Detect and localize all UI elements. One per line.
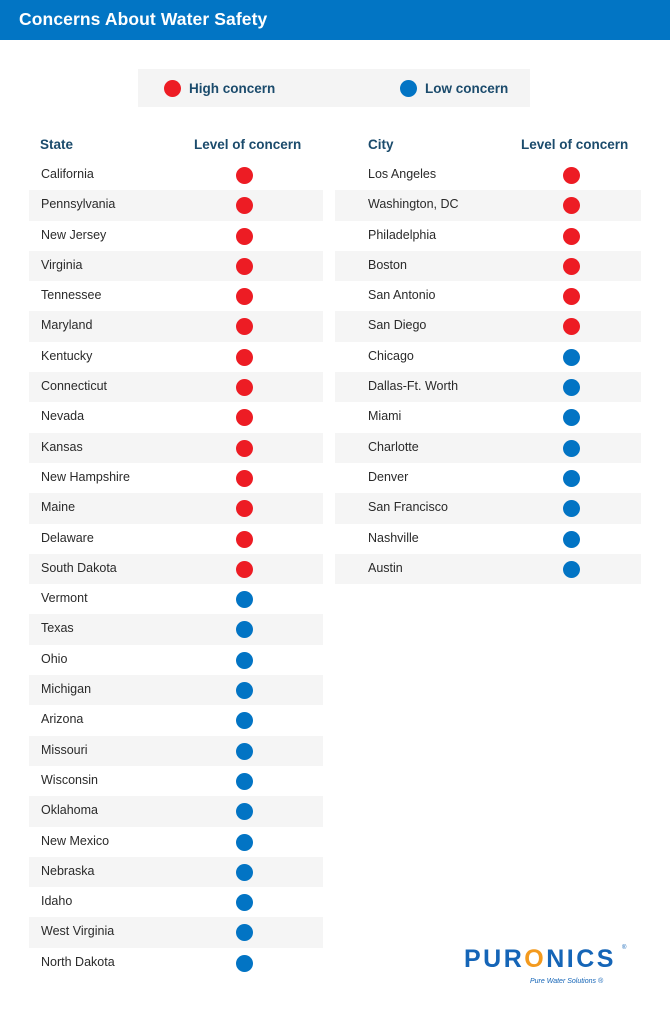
red-dot-icon xyxy=(236,258,253,275)
blue-dot-icon xyxy=(236,591,253,608)
table-row xyxy=(335,372,641,402)
concern-level-cell xyxy=(236,743,253,765)
concern-level-cell xyxy=(236,318,253,340)
legend xyxy=(138,69,530,107)
states-table-header xyxy=(29,130,323,160)
concern-level-cell xyxy=(236,682,253,704)
row-label: San Antonio xyxy=(368,288,436,303)
red-dot-icon xyxy=(563,318,580,335)
concern-level-cell xyxy=(563,440,580,462)
logo-wordmark xyxy=(464,945,616,974)
column-header-level: Level of concern xyxy=(194,137,302,152)
table-row xyxy=(29,584,323,614)
row-label: Washington, DC xyxy=(368,197,459,212)
concern-level-cell xyxy=(236,349,253,371)
table-row xyxy=(29,645,323,675)
table-row xyxy=(29,766,323,796)
blue-dot-icon xyxy=(236,924,253,941)
concern-level-cell xyxy=(236,864,253,886)
concern-level-cell xyxy=(236,288,253,310)
concern-level-cell xyxy=(563,318,580,340)
table-row xyxy=(29,887,323,917)
concern-level-cell xyxy=(563,197,580,219)
table-row xyxy=(29,736,323,766)
concern-level-cell xyxy=(236,470,253,492)
table-row xyxy=(29,251,323,281)
row-label: Austin xyxy=(368,560,403,575)
row-label: Arizona xyxy=(41,712,84,727)
concern-level-cell xyxy=(563,349,580,371)
table-row xyxy=(335,190,641,220)
concern-level-cell xyxy=(236,561,253,583)
row-label: Chicago xyxy=(368,348,414,363)
table-row xyxy=(29,342,323,372)
concern-level-cell xyxy=(236,258,253,280)
red-dot-icon xyxy=(164,80,181,97)
red-dot-icon xyxy=(236,288,253,305)
legend-label-high: High concern xyxy=(189,80,276,96)
row-label: Pennsylvania xyxy=(41,197,116,212)
red-dot-icon xyxy=(563,288,580,305)
concern-level-cell xyxy=(563,500,580,522)
row-label: New Mexico xyxy=(41,833,110,848)
legend-item-high xyxy=(164,69,275,107)
column-header-level: Level of concern xyxy=(521,137,629,152)
table-row xyxy=(335,342,641,372)
cities-table-body xyxy=(335,160,641,584)
blue-dot-icon xyxy=(236,682,253,699)
row-label: Nashville xyxy=(368,530,419,545)
cities-table-header xyxy=(335,130,641,160)
table-row xyxy=(29,857,323,887)
registered-mark: ® xyxy=(622,945,627,951)
table-row xyxy=(29,372,323,402)
row-label: Kansas xyxy=(41,439,83,454)
concern-level-cell xyxy=(236,712,253,734)
table-row xyxy=(335,221,641,251)
row-label: Maine xyxy=(41,500,76,515)
blue-dot-icon xyxy=(236,652,253,669)
red-dot-icon xyxy=(236,167,253,184)
red-dot-icon xyxy=(236,409,253,426)
concern-level-cell xyxy=(236,591,253,613)
table-row xyxy=(29,614,323,644)
row-label: Delaware xyxy=(41,530,94,545)
table-row xyxy=(335,251,641,281)
table-row xyxy=(335,493,641,523)
table-row xyxy=(29,190,323,220)
red-dot-icon xyxy=(563,167,580,184)
red-dot-icon xyxy=(563,258,580,275)
red-dot-icon xyxy=(236,379,253,396)
table-row xyxy=(29,221,323,251)
blue-dot-icon xyxy=(563,379,580,396)
table-row xyxy=(29,160,323,190)
red-dot-icon xyxy=(236,349,253,366)
logo-text-part: PUR xyxy=(464,945,525,973)
row-label: Maryland xyxy=(41,318,93,333)
table-row xyxy=(29,493,323,523)
table-row xyxy=(29,675,323,705)
red-dot-icon xyxy=(236,531,253,548)
concern-level-cell xyxy=(236,955,253,977)
red-dot-icon xyxy=(236,197,253,214)
table-row xyxy=(29,433,323,463)
concern-level-cell xyxy=(563,470,580,492)
red-dot-icon xyxy=(563,228,580,245)
row-label: Charlotte xyxy=(368,439,419,454)
blue-dot-icon xyxy=(400,80,417,97)
concern-level-cell xyxy=(563,258,580,280)
row-label: Kentucky xyxy=(41,348,93,363)
red-dot-icon xyxy=(563,197,580,214)
concern-level-cell xyxy=(236,379,253,401)
row-label: Philadelphia xyxy=(368,227,437,242)
table-row xyxy=(29,705,323,735)
red-dot-icon xyxy=(236,500,253,517)
concern-level-cell xyxy=(236,500,253,522)
table-row xyxy=(335,463,641,493)
row-label: San Diego xyxy=(368,318,427,333)
table-row xyxy=(29,796,323,826)
row-label: Idaho xyxy=(41,894,73,909)
logo-water-drop-o: O xyxy=(524,945,547,973)
blue-dot-icon xyxy=(236,955,253,972)
concern-level-cell xyxy=(236,228,253,250)
row-label: Wisconsin xyxy=(41,772,98,787)
concern-level-cell xyxy=(236,924,253,946)
concern-level-cell xyxy=(563,531,580,553)
concern-level-cell xyxy=(563,288,580,310)
blue-dot-icon xyxy=(236,834,253,851)
row-label: Vermont xyxy=(41,591,88,606)
blue-dot-icon xyxy=(236,621,253,638)
table-row xyxy=(29,827,323,857)
blue-dot-icon xyxy=(563,440,580,457)
row-label: New Hampshire xyxy=(41,469,130,484)
concern-level-cell xyxy=(236,803,253,825)
row-label: New Jersey xyxy=(41,227,107,242)
legend-item-low xyxy=(400,69,508,107)
blue-dot-icon xyxy=(236,803,253,820)
red-dot-icon xyxy=(236,228,253,245)
states-table-body xyxy=(29,160,323,978)
concern-level-cell xyxy=(236,167,253,189)
concern-level-cell xyxy=(563,167,580,189)
blue-dot-icon xyxy=(236,743,253,760)
row-label: Connecticut xyxy=(41,379,108,394)
legend-label-low: Low concern xyxy=(425,80,509,96)
blue-dot-icon xyxy=(236,773,253,790)
blue-dot-icon xyxy=(236,712,253,729)
concern-level-cell xyxy=(236,409,253,431)
table-row xyxy=(335,433,641,463)
concern-level-cell xyxy=(563,228,580,250)
logo-text-part: NICS xyxy=(546,945,616,973)
row-label: Missouri xyxy=(41,742,88,757)
row-label: Boston xyxy=(368,257,407,272)
row-label: Denver xyxy=(368,469,409,484)
blue-dot-icon xyxy=(563,531,580,548)
row-label: West Virginia xyxy=(41,924,115,939)
concern-level-cell xyxy=(563,379,580,401)
table-row xyxy=(29,311,323,341)
table-row xyxy=(29,524,323,554)
row-label: Oklahoma xyxy=(41,803,98,818)
table-row xyxy=(29,917,323,947)
concern-level-cell xyxy=(563,561,580,583)
concern-level-cell xyxy=(563,409,580,431)
row-label: North Dakota xyxy=(41,954,115,969)
table-row xyxy=(335,554,641,584)
cities-table xyxy=(335,130,641,584)
row-label: Tennessee xyxy=(41,288,102,303)
page-title: Concerns About Water Safety xyxy=(19,9,268,29)
blue-dot-icon xyxy=(563,500,580,517)
blue-dot-icon xyxy=(236,864,253,881)
row-label: California xyxy=(41,167,94,181)
row-label: Dallas-Ft. Worth xyxy=(368,379,459,394)
concern-level-cell xyxy=(236,652,253,674)
row-label: Nebraska xyxy=(41,863,95,878)
concern-level-cell xyxy=(236,894,253,916)
red-dot-icon xyxy=(236,440,253,457)
blue-dot-icon xyxy=(563,409,580,426)
table-row xyxy=(335,281,641,311)
row-label: Michigan xyxy=(41,682,92,697)
puronics-logo xyxy=(462,945,632,990)
title-bar xyxy=(0,0,670,40)
concern-level-cell xyxy=(236,440,253,462)
table-row xyxy=(335,160,641,190)
concern-level-cell xyxy=(236,531,253,553)
row-label: Los Angeles xyxy=(368,167,437,181)
row-label: Texas xyxy=(41,621,74,636)
red-dot-icon xyxy=(236,318,253,335)
table-row xyxy=(29,402,323,432)
row-label: San Francisco xyxy=(368,500,448,515)
states-table xyxy=(29,130,323,978)
row-label: Nevada xyxy=(41,409,85,424)
blue-dot-icon xyxy=(563,349,580,366)
concern-level-cell xyxy=(236,621,253,643)
table-row xyxy=(335,524,641,554)
concern-level-cell xyxy=(236,834,253,856)
red-dot-icon xyxy=(236,561,253,578)
column-header-city: City xyxy=(368,137,394,152)
table-row xyxy=(335,311,641,341)
row-label: South Dakota xyxy=(41,560,117,575)
blue-dot-icon xyxy=(236,894,253,911)
red-dot-icon xyxy=(236,470,253,487)
row-label: Virginia xyxy=(41,257,83,272)
table-row xyxy=(335,402,641,432)
blue-dot-icon xyxy=(563,470,580,487)
table-row xyxy=(29,463,323,493)
column-header-state: State xyxy=(40,137,74,152)
concern-level-cell xyxy=(236,197,253,219)
table-row xyxy=(29,554,323,584)
blue-dot-icon xyxy=(563,561,580,578)
logo-tagline: Pure Water Solutions ® xyxy=(530,978,604,985)
row-label: Ohio xyxy=(41,651,68,666)
concern-level-cell xyxy=(236,773,253,795)
row-label: Miami xyxy=(368,409,402,424)
table-row xyxy=(29,948,323,978)
table-row xyxy=(29,281,323,311)
